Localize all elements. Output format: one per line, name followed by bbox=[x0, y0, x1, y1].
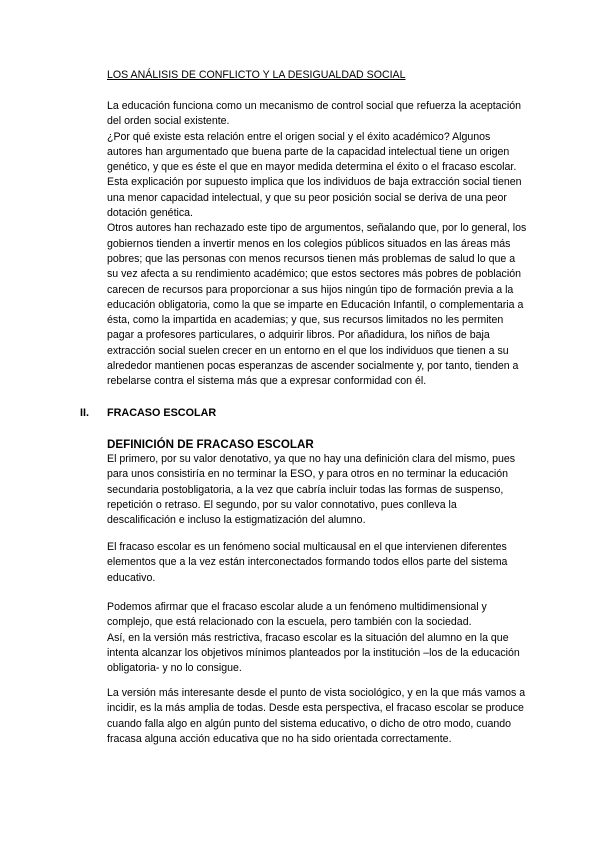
intro-paragraph-1: La educación funciona como un mecanismo de control social que refuerza la aceptación del orden social existente. bbox=[107, 100, 521, 128]
definition-paragraph-1 bbox=[107, 452, 527, 528]
definition-text-1: El primero, por su valor denotativo, ya que no hay una definición clara del mismo, pues para unos consistiría en no terminar la ESO, y para otros en no terminar la educación secundaria postobligatoria, a la vez que cabría incluir todas las formas de suspenso, repetición o retraso. El segundo, por su valor connotativo, pues conlleva la descalificación e incluso la estigmatización del alumno. bbox=[107, 453, 516, 527]
definition-paragraph-5 bbox=[107, 686, 527, 747]
definition-paragraph-3 bbox=[107, 600, 527, 676]
definition-text-5: La versión más interesante desde el punto de vista sociológico, y en la que más vamos a incidir, es la más amplia de todas. Desde esta perspectiva, el fracaso escolar se produce cuando falla algo en algún punto del sistema educativo, o dicho de otro modo, cuando fracasa alguna acción educativa que no ha sido orientada correctamente. bbox=[107, 687, 526, 745]
definition-text-4: Así, en la versión más restrictiva, fracaso escolar es la situación del alumno en la que intenta alcanzar los objetivos mínimos planteados por la institución –los de la educación obligatoria- y no lo consigue. bbox=[107, 631, 520, 675]
definition-paragraph-2 bbox=[107, 540, 527, 586]
section-number: II. bbox=[80, 407, 89, 419]
definition-text-2: El fracaso escolar es un fenómeno social multicausal en el que intervienen diferentes elementos que a la vez están interconectados formando todos ellos parte del sistema educativo. bbox=[107, 541, 508, 584]
document-title: LOS ANÁLISIS DE CONFLICTO Y LA DESIGUALDAD SOCIAL bbox=[107, 69, 406, 81]
intro-paragraph-3: Otros autores han rechazado este tipo de argumentos, señalando que, por lo general, los gobiernos tienden a invertir menos en los colegios públicos situados en las áreas más pobres; que las personas con menos recursos tienen más problemas de salud lo que a su vez afecta a su rendimiento académico; que estos sectores más pobres de población carecen de recursos para proporcionar a sus hijos ningún tipo de formación previa a la educación obligatoria, como la que se imparte en Educación Infantil, o complementaria a ésta, como la impartida en academias; y que, sus recursos limitados no les permiten pagar a profesores particulares, o adquirir libros. Por añadidura, los niños de baja extracción social suelen crecer en un entorno en el que los individuos que tienen a su alrededor mantienen pocas esperanzas de ascender socialmente y, por tanto, tienden a rebelarse contra el sistema más que a expresar conformidad con él. bbox=[107, 222, 527, 388]
subheading: DEFINICIÓN DE FRACASO ESCOLAR bbox=[107, 438, 314, 451]
section-title: FRACASO ESCOLAR bbox=[107, 407, 217, 419]
intro-text bbox=[107, 99, 527, 390]
definition-text-3: Podemos afirmar que el fracaso escolar alude a un fenómeno multidimensional y complejo, que está relacionado con la escuela, pero también con la sociedad. bbox=[107, 601, 487, 629]
intro-paragraph-2: ¿Por qué existe esta relación entre el origen social y el éxito académico? Algunos autores han argumentado que buena parte de la capacidad intelectual tiene un origen genético, y que es éste el que en mayor medida determina el éxito o el fracaso escolar. Esta explicación por supuesto implica que los individuos de baja extracción social tienen una menor capacidad intelectual, y que su peor posición social se deriva de una peor dotación genética. bbox=[107, 130, 522, 220]
